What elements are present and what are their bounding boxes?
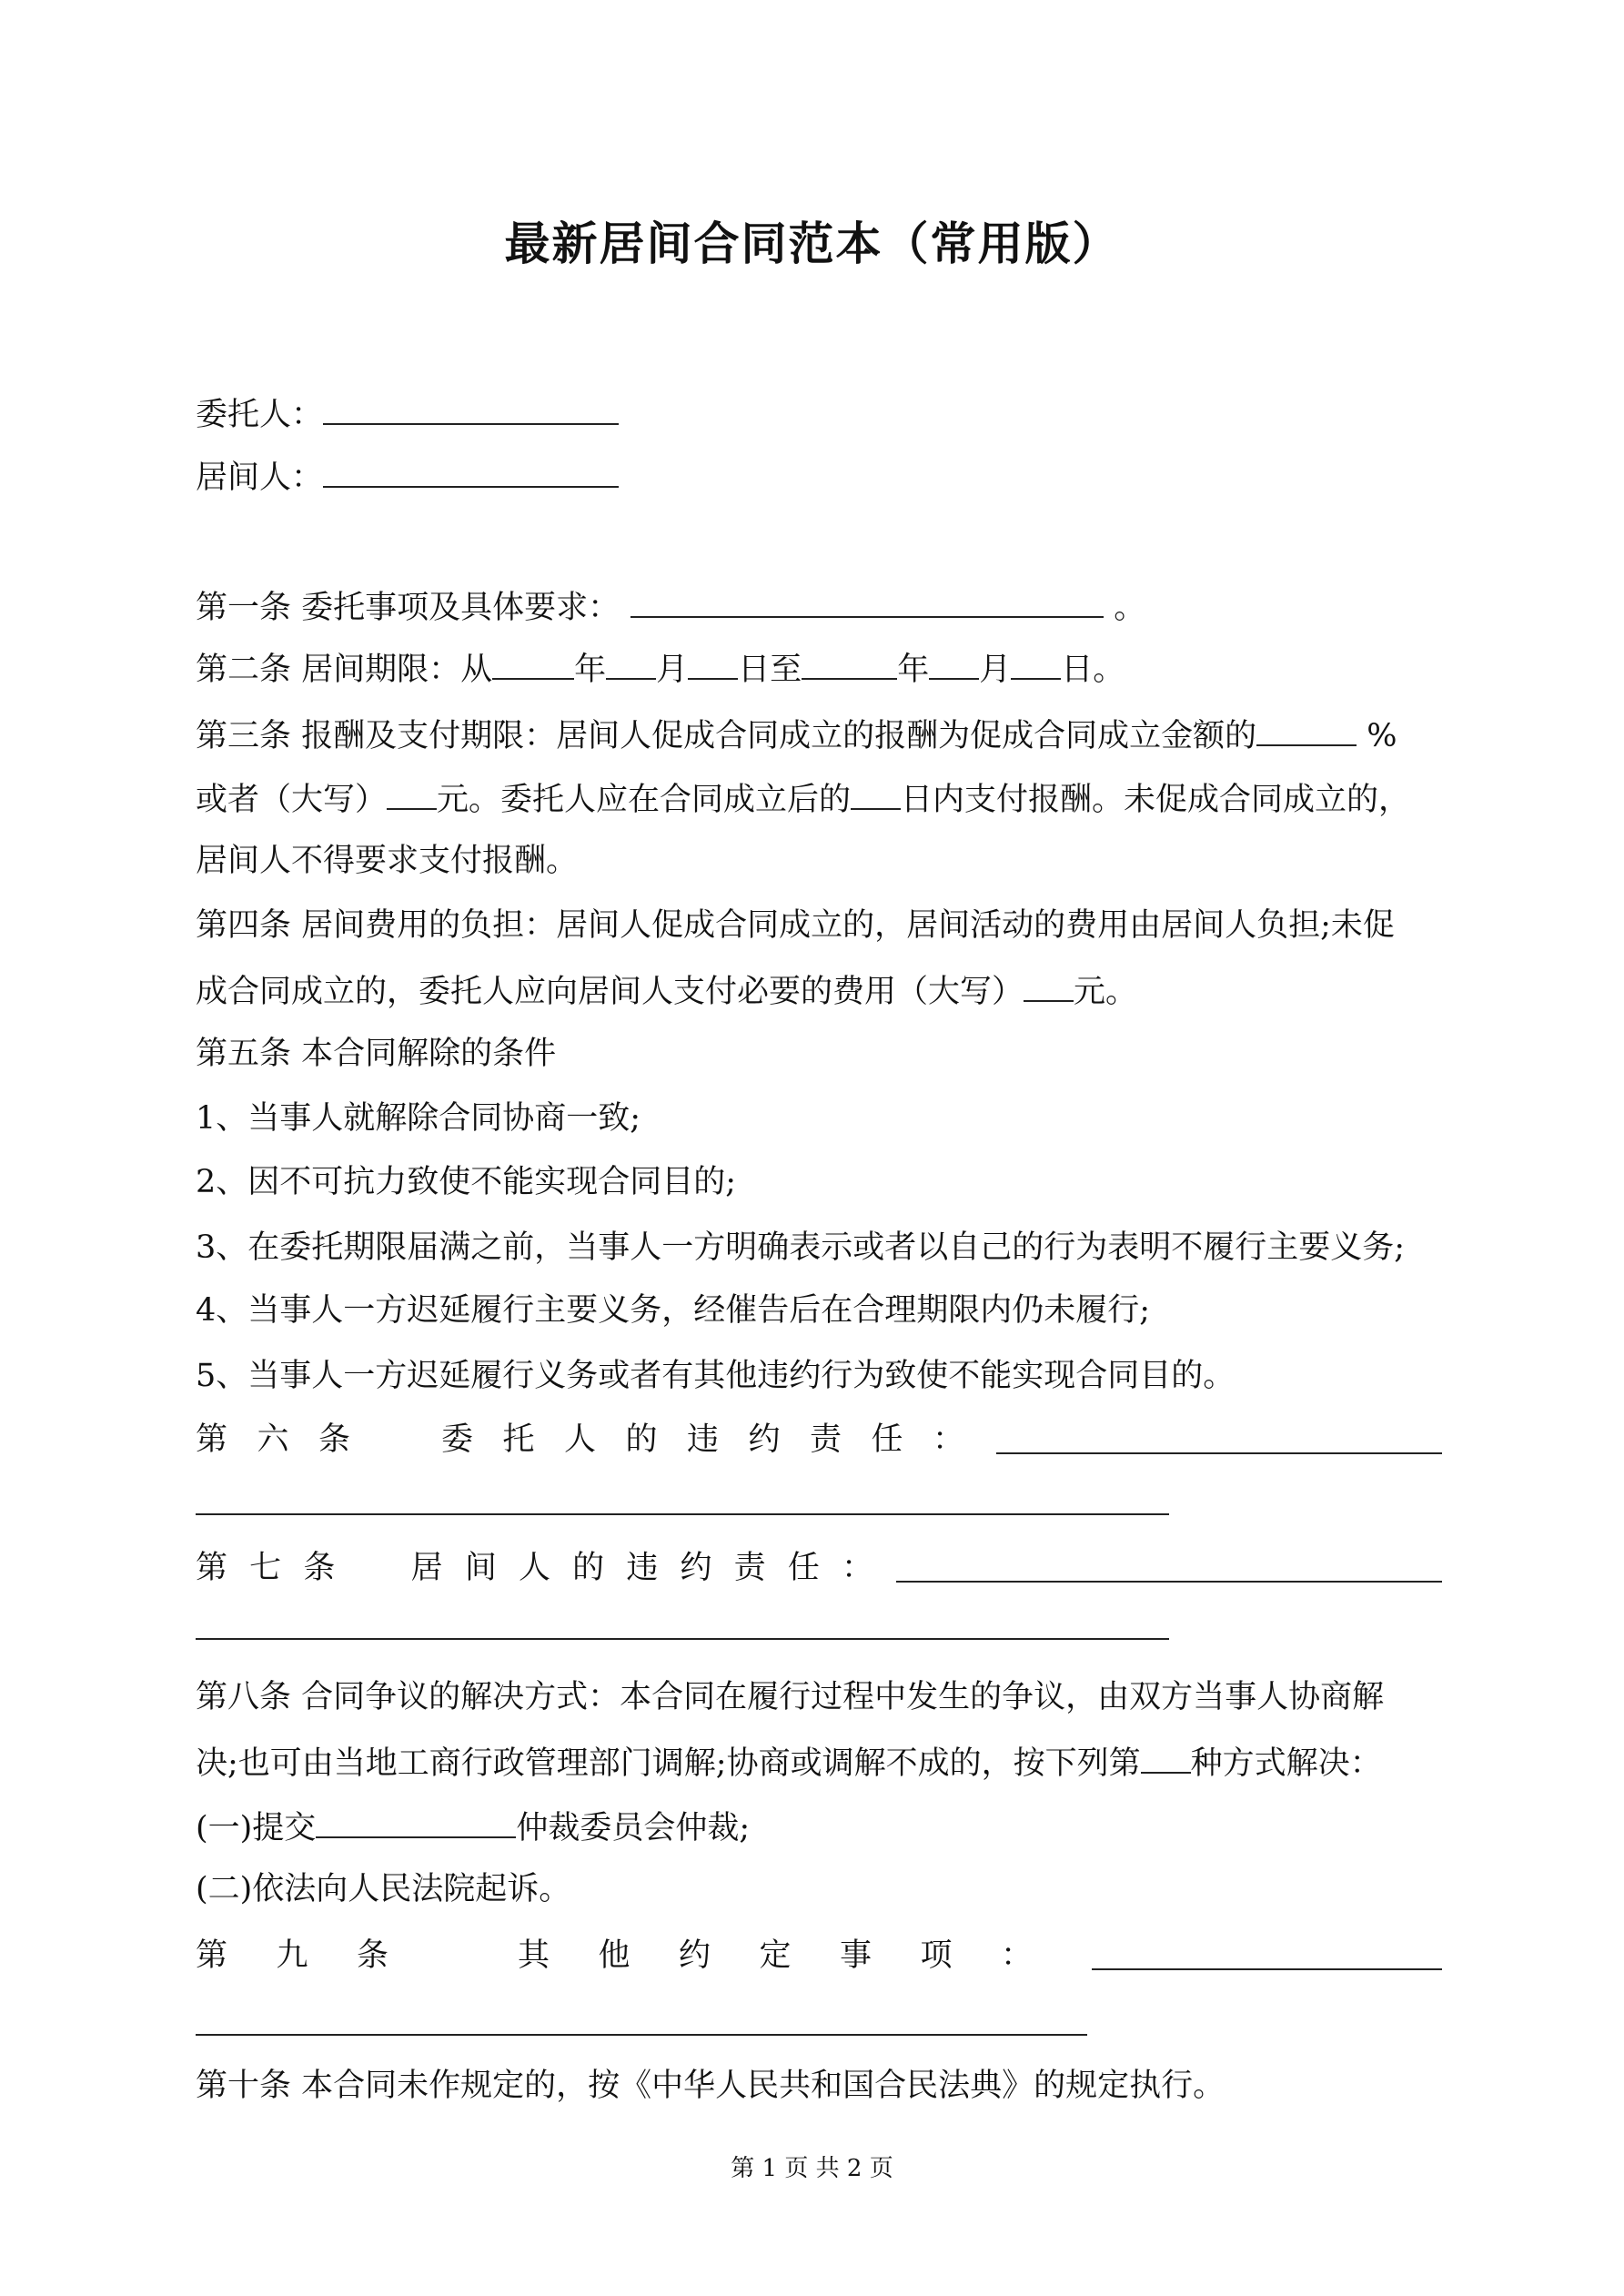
blank[interactable] — [929, 647, 979, 680]
article-6-blank[interactable] — [996, 1421, 1442, 1454]
article-8-option-1 — [196, 1805, 1442, 1848]
blank[interactable] — [492, 647, 574, 680]
a4-text: 元。 — [1074, 974, 1138, 1010]
a2-text: 月 — [979, 652, 1012, 688]
a8-text: 决;也可由当地工商行政管理部门调解;协商或调解不成的，按下列第 — [196, 1745, 1141, 1782]
blank[interactable] — [1256, 713, 1357, 746]
a3-text: 元。委托人应在合同成立后的 — [437, 782, 852, 818]
article-6-blank-line[interactable] — [196, 1513, 1169, 1515]
blank[interactable] — [851, 777, 901, 810]
a4-text: 成合同成立的，委托人应向居间人支付必要的费用（大写） — [196, 974, 1024, 1010]
principal-blank[interactable] — [323, 392, 619, 425]
blank[interactable] — [802, 647, 897, 680]
article-4-line-2 — [196, 969, 1442, 1012]
article-7 — [196, 1548, 1442, 1588]
list-item: 5、当事人一方迟延履行义务或者有其他违约行为致使不能实现合同目的。 — [196, 1358, 1236, 1394]
principal-line — [196, 392, 1442, 435]
article-9-label: 第九条 其他约定事项： — [196, 1937, 1033, 1974]
article-7-blank-line[interactable] — [196, 1638, 1169, 1640]
article-8-line-2 — [196, 1741, 1442, 1784]
article-1-blank[interactable] — [630, 585, 1104, 618]
principal-label: 委托人： — [196, 397, 324, 433]
a2-text: 日。 — [1061, 652, 1125, 688]
blank[interactable] — [1141, 1741, 1191, 1774]
article-7-label: 第七条 居间人的违约责任： — [196, 1550, 873, 1586]
article-6-label: 第六条 委托人的违约责任： — [196, 1421, 964, 1458]
a2-text: 第二条 居间期限：从 — [196, 652, 493, 688]
intermediary-label: 居间人： — [196, 460, 324, 496]
a2-text: 日至 — [738, 652, 802, 688]
article-3-line-2 — [196, 777, 1442, 820]
intermediary-line — [196, 455, 1442, 498]
intermediary-blank[interactable] — [323, 455, 619, 488]
a2-text: 月 — [656, 652, 689, 688]
article-1-end: 。 — [1104, 590, 1146, 626]
list-item: 2、因不可抗力致使不能实现合同目的; — [196, 1164, 737, 1200]
list-item: 1、当事人就解除合同协商一致; — [196, 1100, 641, 1137]
article-1 — [196, 585, 1442, 628]
blank[interactable] — [606, 647, 656, 680]
article-9-blank-line[interactable] — [196, 2034, 1087, 2036]
document-title: 最新居间合同范本（常用版） — [504, 217, 1120, 270]
page-footer: 第 1 页 共 2 页 — [731, 2155, 893, 2182]
article-8-line-1: 第八条 合同争议的解决方式：本合同在履行过程中发生的争议，由双方当事人协商解 — [196, 1679, 1385, 1715]
article-5: 第五条 本合同解除的条件 — [196, 1036, 557, 1072]
a3-end: % — [1357, 718, 1397, 754]
a8-text: (一)提交 — [196, 1810, 317, 1846]
a3-text: 第三条 报酬及支付期限：居间人促成合同成立的报酬为促成合同成立金额的 — [196, 718, 1257, 754]
blank[interactable] — [1011, 647, 1061, 680]
list-item: 4、当事人一方迟延履行主要义务，经催告后在合理期限内仍未履行; — [196, 1292, 1151, 1329]
article-2 — [196, 647, 1442, 690]
a2-text: 年 — [574, 652, 607, 688]
article-10: 第十条 本合同未作规定的，按《中华人民共和国合民法典》的规定执行。 — [196, 2068, 1226, 2104]
list-item: 3、在委托期限届满之前，当事人一方明确表示或者以自己的行为表明不履行主要义务; — [196, 1229, 1406, 1266]
blank[interactable] — [316, 1805, 516, 1838]
a3-text: 或者（大写） — [196, 782, 388, 818]
article-6 — [196, 1420, 1442, 1460]
article-7-blank[interactable] — [896, 1550, 1442, 1583]
blank[interactable] — [1024, 969, 1074, 1002]
article-4-line-1: 第四条 居间费用的负担：居间人促成合同成立的，居间活动的费用由居间人负担;未促 — [196, 907, 1395, 944]
a2-text: 年 — [897, 652, 930, 688]
a3-text: 日内支付报酬。未促成合同成立的， — [901, 782, 1411, 818]
article-3-line-1 — [196, 713, 1442, 756]
article-8-option-2: (二)依法向人民法院起诉。 — [196, 1871, 571, 1907]
article-3-line-3: 居间人不得要求支付报酬。 — [196, 843, 579, 879]
blank[interactable] — [688, 647, 738, 680]
article-1-text: 第一条 委托事项及具体要求： — [196, 590, 620, 626]
article-9 — [196, 1936, 1442, 1976]
a8-text: 种方式解决： — [1190, 1745, 1382, 1782]
a8-text: 仲裁委员会仲裁; — [516, 1810, 751, 1846]
blank[interactable] — [387, 777, 437, 810]
article-9-blank[interactable] — [1092, 1937, 1442, 1970]
